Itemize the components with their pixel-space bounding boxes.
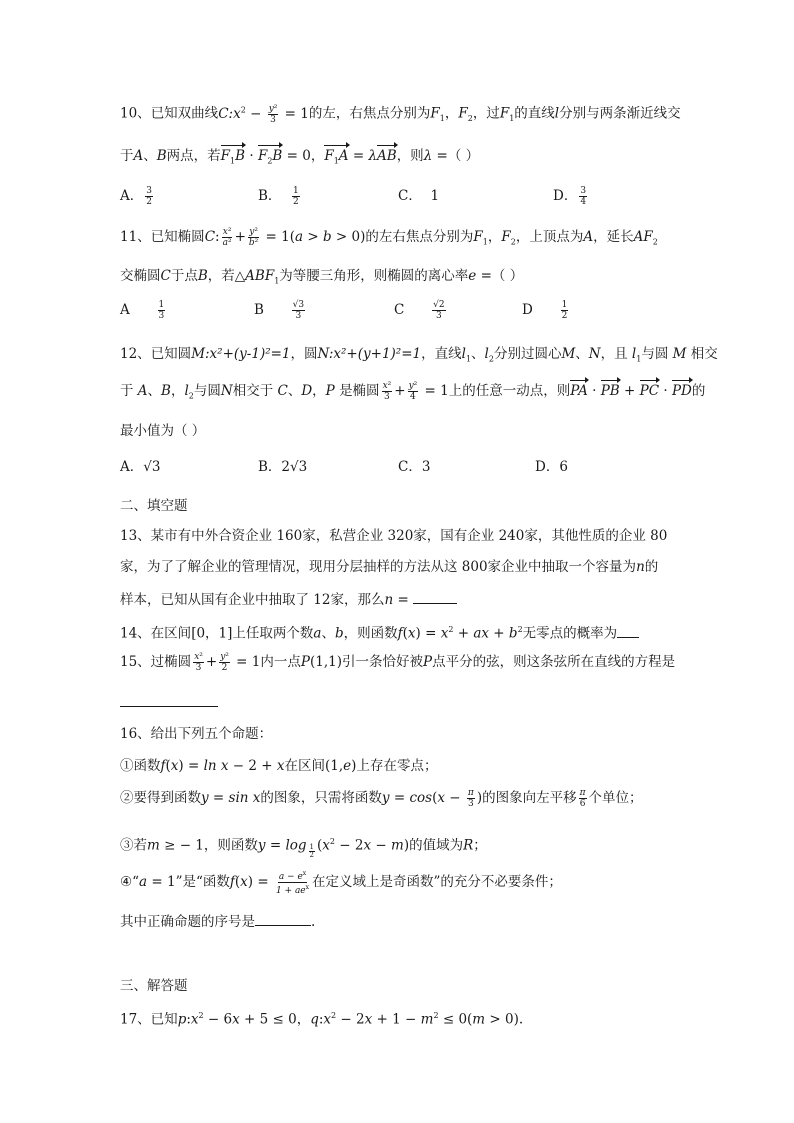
text: 的图象，只需将函数 [260,790,382,806]
numerator: 1 [158,300,165,310]
text: 14、在区间 [120,625,192,642]
question-number: 12、 [120,346,151,362]
text: . [518,1011,524,1028]
option-b[interactable] [258,457,307,477]
text: 家，为了了解企业的管理情况，现用分层抽样的方法从这 800家企业中抽取一个容量为 [120,559,637,575]
text: 的值域为 [409,837,464,854]
text: 与圆 [193,383,221,399]
text: （ ） [491,268,524,284]
numerator: 1 [293,186,299,196]
text: 的直线 [514,105,555,122]
text: 相交于 [232,383,274,399]
text: 的 [644,559,659,575]
option-value: 2√3 [281,459,308,475]
text: 的 [691,383,706,399]
question-number: 10、 [120,105,151,122]
option-label: C． [398,188,422,204]
text: 在定义域上是奇函数”的充分不必要条件； [312,874,562,890]
option-label: A． [120,188,144,204]
option-a[interactable] [120,457,160,477]
text: ”是“函数 [175,874,230,890]
text: 的左右焦点分别为 [365,229,474,245]
text: 样本，已知从国有企业中抽取了 12家，那么 [120,592,385,608]
denominator: 2 [293,197,299,207]
text: 点平分的弦，则这条弦所在直线的方程是 [432,654,676,670]
text: 已知双曲线 [150,105,219,122]
text: 已知圆 [150,346,192,362]
denominator: 2 [146,197,152,207]
text: 内一点 [260,654,301,670]
numerator: √2 [433,300,445,310]
text: 的图象向左平移 [482,790,577,806]
option-c[interactable] [398,457,430,477]
question-16-end: 其中正确命题的序号是 . [120,914,316,930]
text: ； [473,837,487,854]
option-d[interactable] [522,300,570,321]
option-label: B [254,302,264,318]
text: ，延长 [593,229,634,245]
text: 于点 [170,268,198,284]
option-value: 1 [430,188,440,204]
text: 上存在零点； [356,758,438,774]
denominator: 3 [295,311,302,321]
text: 上任取两个数 [232,625,314,642]
question-17: 17、已知$p:x^2 - 6x + 5 \le 0$，$q:x^2 - 2x + 1 - m^2 \le 0(m > 0)$. [120,1011,524,1028]
proposition-4: ④“a = 1”是“函数f(x) = $\frac{a - e^x}{1 + ae^x}$ 在定义域上是奇函数”的充分不必要条件； [120,870,562,896]
option-a[interactable] [120,300,167,321]
text: 于 [120,148,134,164]
text: ， [296,1011,311,1028]
text: 无零点的概率为 [522,625,618,642]
option-value: 6 [559,459,568,475]
text: ，且 [600,346,628,362]
text: 个单位； [588,790,643,806]
text: 17、已知 [120,1011,178,1028]
numerator: 3 [146,186,152,196]
option-label: D． [553,188,578,204]
text: ①函数 [120,758,161,774]
text: ③若 [120,837,147,854]
question-11-line-1: 11、已知椭圆C: $\frac{\text{x²}}{\text{a²}}$ + $\frac{\text{y²}}{\text{b²}}$ = 1(a > b > 0)的左右焦点分别为$F_1$，$F_2$，上顶点为A，延长$AF_2$ [120,227,658,248]
answer-blank[interactable] [255,925,311,926]
option-b[interactable] [258,186,302,207]
text: ， [170,383,185,399]
question-13-line-3 [120,590,457,610]
text: ，则 [396,148,424,164]
option-value: 3 [421,459,431,475]
option-label: A． [120,459,144,475]
circle-m-equation: M:x²+(y-1)²=1 [191,346,291,362]
section-heading-solutions: 三、解答题 [120,978,188,994]
text: 分别与两条渐近线交 [559,105,681,122]
text: ，上顶点为 [515,229,584,245]
hyperbola-equation: $C:x^2$ − $\frac{\text{y²}}{3}$ = 1 [218,103,309,125]
question-13-line-1: 13、某市有中外合资企业 160家，私营企业 320家，国有企业 240家，其他性质的企业 80 [120,528,668,544]
section-heading-fill-in: 二、填空题 [120,498,188,514]
option-label: D． [535,459,560,475]
question-15: 15、过椭圆 $\frac{\text{x²}}{3}$ + $\frac{\text{y²}}{2}$ = 1内一点P(1,1)引一条恰好被P点平分的弦，则这条弦所在直线的方程是 [120,652,676,673]
answer-variable: n = [384,592,414,608]
text: ，若 [207,268,235,284]
text: 为等腰三角形，则椭圆的离心率 [279,268,469,284]
text: ，则函数 [343,625,398,642]
text: ④“ [120,874,140,890]
text: （ ） [447,148,480,164]
question-14: 14、在区间[0，1]上任取两个数a、b，则函数$f(x) = x^2$ + ax + $b^2$无零点的概率为 [120,620,639,644]
proposition-3: ③若m ≥ − 1，则函数y = log $_{\frac{1}{2}}$ $(x^2 - 2x - m)$的值域为R； [120,837,487,859]
text: ，圆 [290,346,318,362]
interval: [0，1] [191,625,233,642]
text: 两点，若 [166,148,221,164]
text: 与圆 [641,346,669,362]
option-b[interactable] [254,300,307,321]
text: 已知椭圆 [150,229,205,245]
option-label: D [522,302,533,318]
denominator: 3 [158,311,165,321]
text: 在区间 [284,758,326,774]
proposition-2: ②要得到函数y = sin x的图象，只需将函数y = cos(x − $\frac{\pi}{3}$ )的图象向左平移 $\frac{\pi}{6}$ 个单位； [120,788,643,809]
text: ②要得到函数 [120,790,201,806]
denominator: 4 [580,197,587,207]
option-label: A [120,302,130,318]
text: 引一条恰好被 [341,654,423,670]
text: 于 [120,383,134,399]
option-a[interactable] [120,186,155,207]
denominator: 2 [561,311,568,321]
option-d[interactable] [553,186,589,207]
text: 是椭圆 [339,383,380,399]
question-12-line-1: 12、已知圆M:x²+(y-1)²=1，圆N:x²+(y+1)²=1，直线$l_1$、$l_2$分别过圆心M、N，且 $l_1$与圆 M 相交 [120,346,718,364]
option-c[interactable] [394,300,448,321]
denominator: 3 [435,311,442,321]
question-11-line-2: 交椭圆C于点B，若$\triangle ABF_1$为等腰三角形，则椭圆的离心率e =（ ） [120,268,524,286]
text: ，直线 [421,346,462,362]
question-12-line-2: 于 A、B，$l_2$与圆N相交于 C、D，P 是椭圆 $\frac{\text{x²}}{3}$ + $\frac{\text{y²}}{4}$ = 1上的任意一动点，则PA · PB + PC · PD的 [120,381,706,402]
question-10-line-2: 于A、B两点，若$F_1B \cdot F_2B = 0$，$F_1A = \lambda AB$，则λ =（ ） [120,146,479,172]
numerator: √3 [292,300,305,310]
answer-blank[interactable] [617,637,639,638]
option-label: C． [398,459,422,475]
numerator: 1 [561,300,568,310]
text: ， [312,383,326,399]
text: 交椭圆 [120,268,161,284]
option-label: B． [258,188,282,204]
option-c[interactable] [398,186,439,206]
text: 上的任意一动点，则 [448,383,571,399]
question-10-line-1: 10、已知双曲线$C:x^2$ − $\frac{\text{y²}}{3}$ = 1的左，右焦点分别为$F_1$，$F_2$，过$F_1$的直线l分别与两条渐近线交 [120,103,681,125]
circle-n-equation: N:x²+(y+1)²=1 [317,346,422,362]
question-16-intro: 16、给出下列五个命题： [120,726,273,742]
eq-part: C:x [218,105,241,122]
text: 的左，右焦点分别为 [308,105,431,122]
question-12-line-3: 最小值为（ ） [120,423,206,439]
text: ，过 [472,105,500,122]
option-value: √3 [143,459,161,475]
answer-blank-line[interactable] [120,706,218,707]
option-d[interactable] [535,457,568,477]
answer-blank[interactable] [413,603,457,604]
proposition-1: ①函数f(x) = ln x − 2 + x在区间(1,e)上存在零点； [120,758,438,774]
text: 15、过椭圆 [120,654,192,670]
numerator: 3 [580,186,587,196]
text: ，则函数 [203,837,258,854]
text: 相交 [690,346,718,362]
question-13-line-2: 家，为了了解企业的管理情况，现用分层抽样的方法从这 800家企业中抽取一个容量为n的 [120,559,659,575]
option-label: B． [258,459,282,475]
question-number: 11、 [120,229,151,245]
text: 分别过圆心 [493,346,562,362]
option-label: C [394,302,405,318]
text: 其中正确命题的序号是 [120,914,255,930]
